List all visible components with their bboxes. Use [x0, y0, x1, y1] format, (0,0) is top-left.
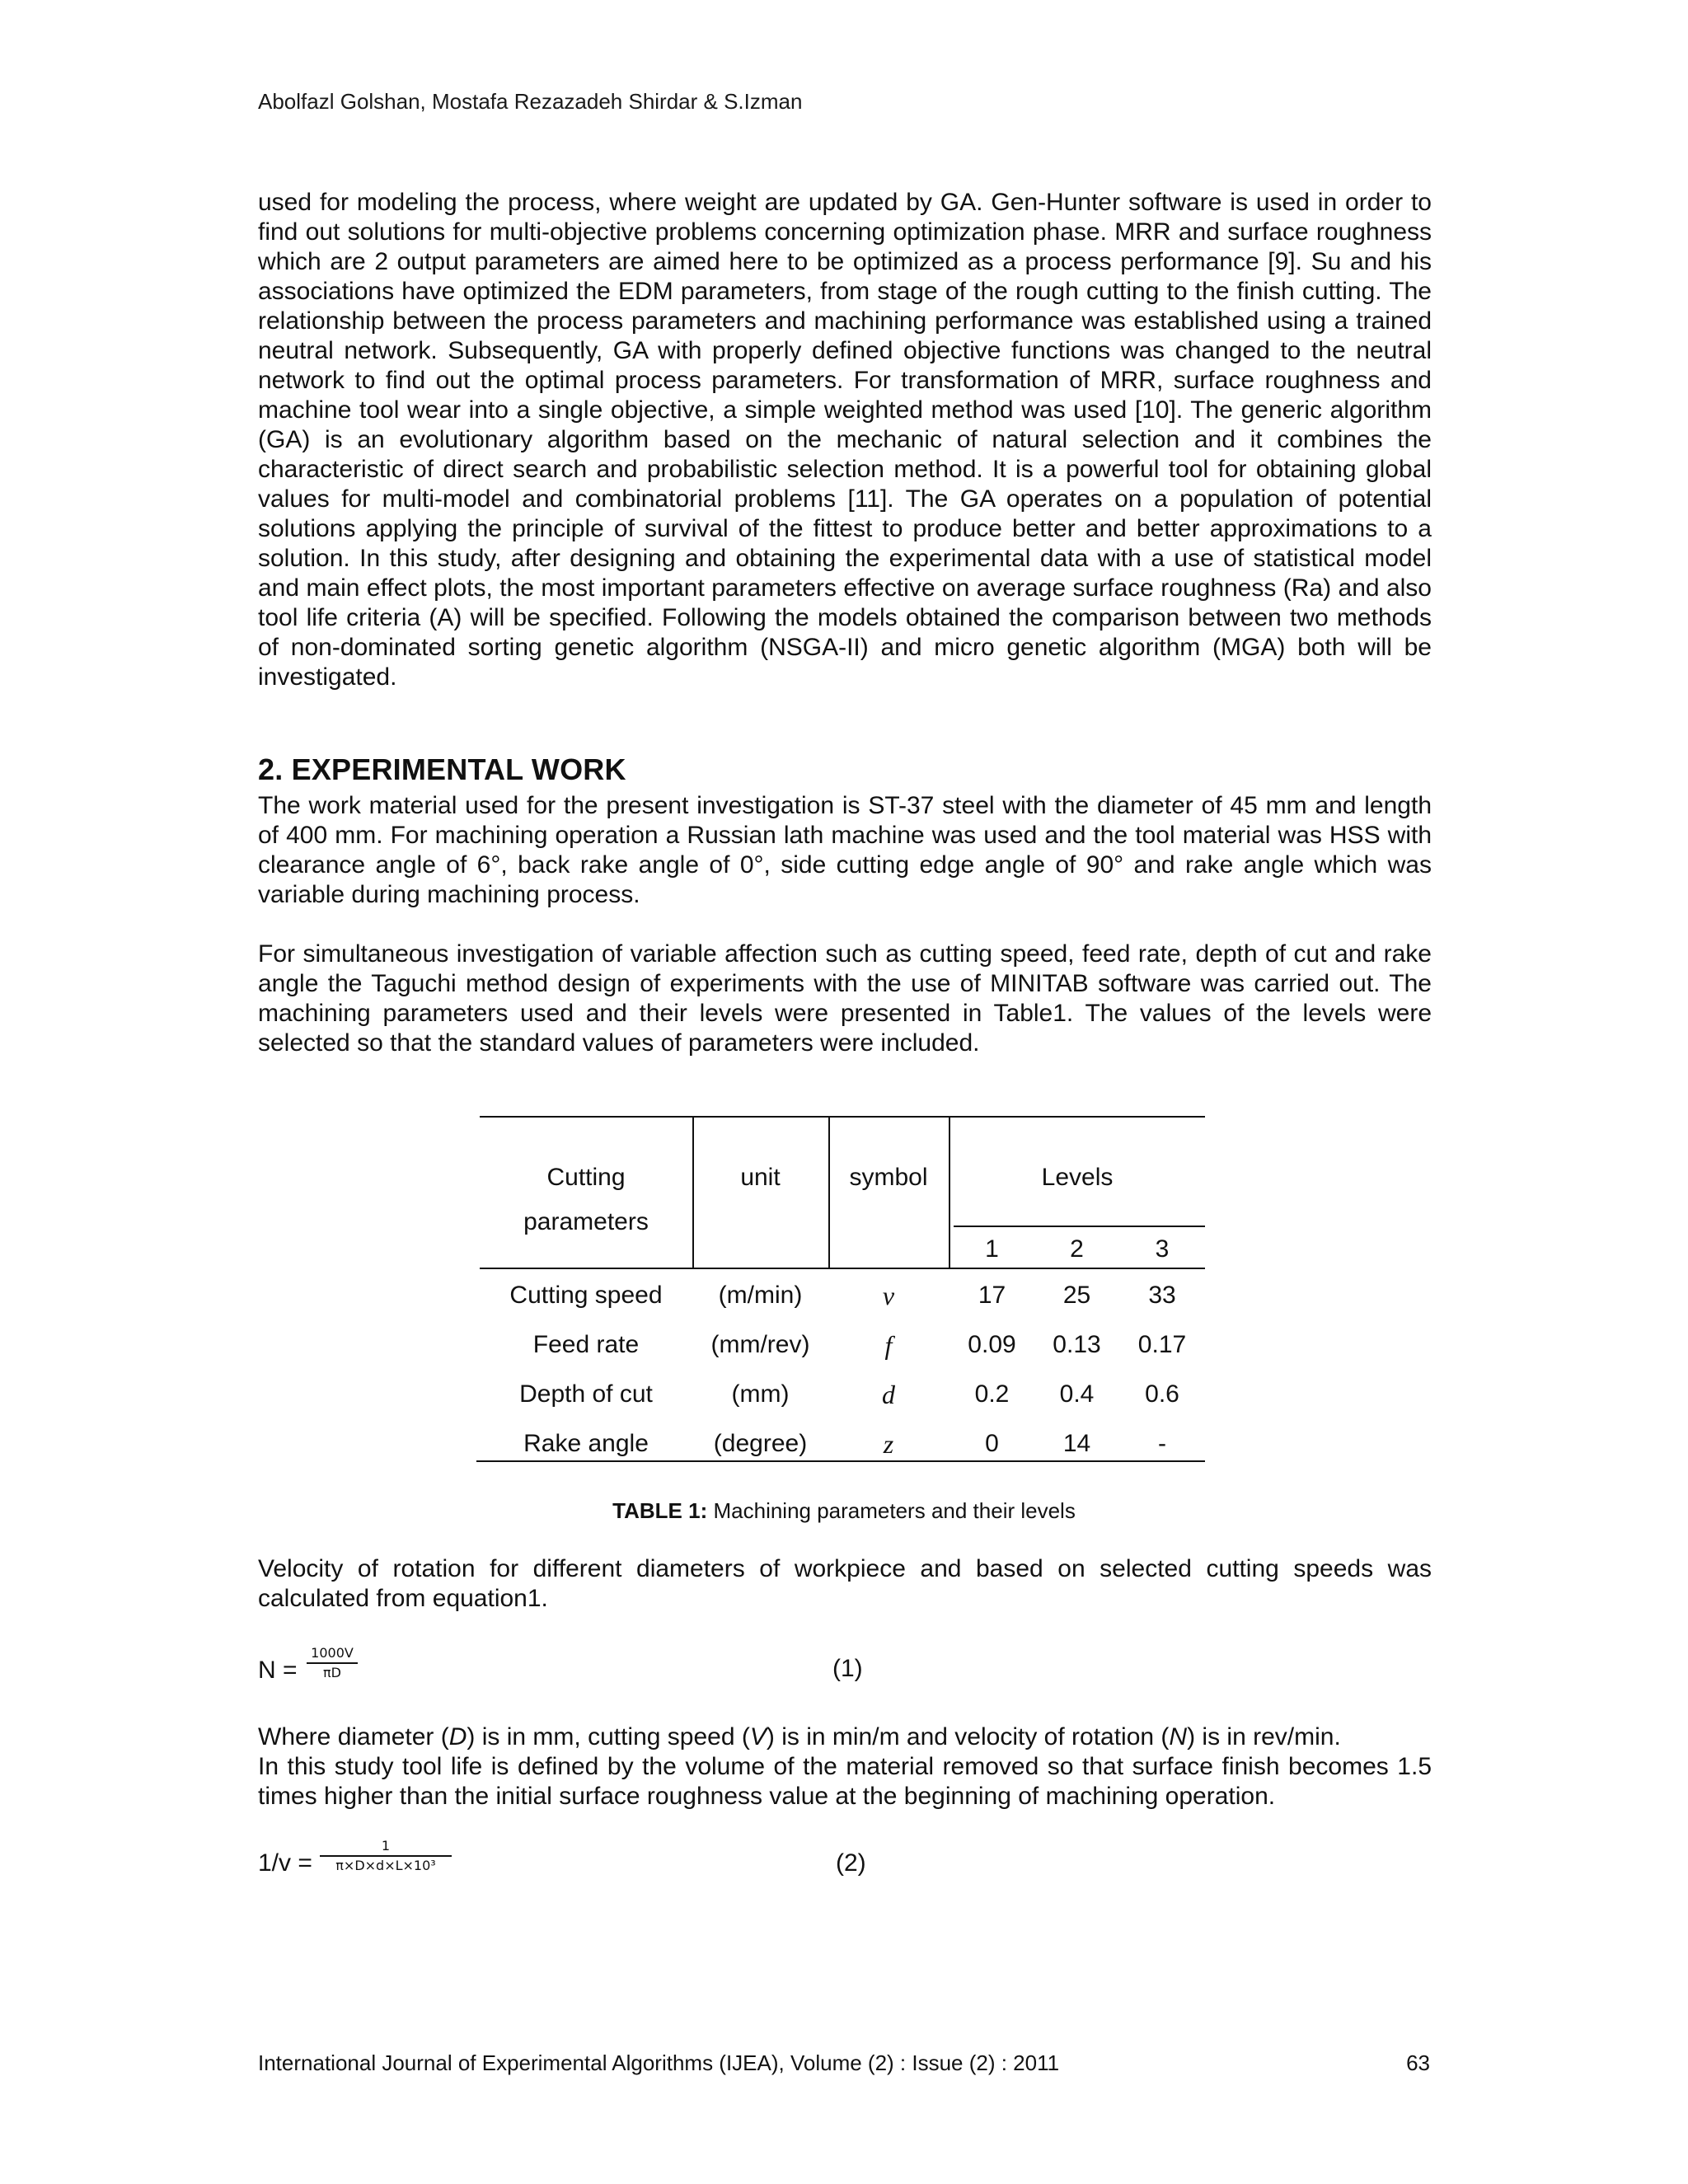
table-header-rule: [480, 1268, 1205, 1269]
table-row-depth-of-cut-param: Depth of cut: [519, 1380, 653, 1408]
table-row-feed-rate-l1: 0.09: [968, 1331, 1016, 1358]
equation-1-lhs: N =: [258, 1657, 298, 1684]
header-level-3: 3: [1155, 1235, 1170, 1263]
footer-page-number: 63: [1406, 2050, 1430, 2075]
table-row-rake-angle-symbol: z: [883, 1429, 894, 1459]
table-caption-label: TABLE 1:: [612, 1498, 708, 1523]
table-caption: [0, 1498, 1688, 1524]
table-row-cutting-speed-l3: 33: [1148, 1282, 1176, 1309]
table-row-depth-of-cut-l3: 0.6: [1145, 1380, 1179, 1408]
table-row-rake-angle-l3: -: [1158, 1430, 1166, 1457]
header-parameters: parameters: [523, 1208, 649, 1235]
table-row-cutting-speed-l1: 17: [978, 1282, 1006, 1309]
table-row-depth-of-cut-symbol: d: [882, 1380, 895, 1409]
table-row-feed-rate-param: Feed rate: [532, 1331, 640, 1358]
equation-1-fraction-bar: [307, 1662, 358, 1664]
table-row-depth-of-cut-l1: 0.2: [974, 1380, 1010, 1408]
table-row-rake-angle-unit: (degree): [713, 1430, 808, 1457]
p5-text-1: Where diameter (: [258, 1723, 449, 1750]
table-row-cutting-speed-param: Cutting speed: [509, 1282, 663, 1309]
header-level-2: 2: [1070, 1235, 1084, 1263]
equation-2-numerator: 1: [381, 1838, 391, 1854]
table-row-cutting-speed-l2: 25: [1062, 1282, 1091, 1309]
machining-parameters-table: [480, 1116, 1205, 1462]
p5-var-n: N: [1169, 1723, 1188, 1750]
table-row-feed-rate-l2: 0.13: [1053, 1331, 1101, 1358]
table-row-feed-rate-l3: 0.17: [1137, 1331, 1187, 1358]
equation-1-denominator: πD: [323, 1664, 341, 1680]
header-unit: unit: [740, 1164, 781, 1191]
p5-var-d: D: [448, 1723, 467, 1750]
p5-text-3: ) is in min/m and velocity of rotation (: [766, 1723, 1170, 1750]
tool-life-paragraph: [258, 1722, 1432, 1811]
table-row-depth-of-cut-l2: 0.4: [1059, 1380, 1095, 1408]
table-row-rake-angle-l1: 0: [985, 1430, 999, 1457]
table-top-rule: [480, 1116, 1205, 1118]
p5-text-2: ) is in mm, cutting speed (: [467, 1723, 750, 1750]
taguchi-method-paragraph: For simultaneous investigation of variable affection such as cutting speed, feed rate, depth of cut and rake angle the Taguchi method design of experiments with the use of MINITAB software was carried out. The machining parameters used and their levels were presented in Table1. The values of the levels were selected so that the standard values of parameters were included.: [258, 940, 1432, 1057]
intro-continuation-paragraph: used for modeling the process, where weight are updated by GA. Gen-Hunter software is used in order to find out solutions for multi-objective problems concerning optimization phase. MRR and surface roughness which are 2 output parameters are aimed here to be optimized as a process performance [9]. Su and his associations have optimized the EDM parameters, from stage of the rough cutting to the finish cutting. The relationship between the process parameters and machining performance was established using a trained neutral network. Subsequently, GA with properly defined objective functions was changed to the neutral network to find out the optimal process parameters. For transformation of MRR, surface roughness and machine tool wear into a single objective, a simple weighted method was used [10]. The generic algorithm (GA) is an evolutionary algorithm based on the mechanic of natural selection and it combines the characteristic of direct search and probabilistic selection method. It is a powerful tool for obtaining global values for multi-model and combinatorial problems [11]. The GA operates on a population of potential solutions applying the principle of survival of the fittest to produce better and better approximations to a solution. In this study, after designing and obtaining the experimental data with a use of statistical model and main effect plots, the most important parameters effective on average surface roughness (Ra) and also tool life criteria (A) will be specified. Following the models obtained the comparison between two methods of non-dominated sorting genetic algorithm (NSGA-II) and micro genetic algorithm (MGA) both will be investigated.: [258, 189, 1432, 691]
footer-journal-citation: International Journal of Experimental Algorithms (IJEA), Volume (2) : Issue (2) : 2011: [258, 2050, 1060, 2075]
p5-text-4: ) is in rev/min.: [1187, 1723, 1341, 1750]
work-material-paragraph: The work material used for the present investigation is ST-37 steel with the diameter of 45 mm and length of 400 mm. For machining operation a Russian lath machine was used and the tool material was HSS with clearance angle of 6°, back rake angle of 0°, side cutting edge angle of 90° and rake angle which was variable during machining process.: [258, 792, 1432, 908]
table-row-cutting-speed-symbol: v: [882, 1281, 895, 1310]
equation-2-fraction: [320, 1839, 452, 1873]
p5-tool-life-definition: In this study tool life is defined by the volume of the material removed so that surface finish becomes 1.5 times higher than the initial surface roughness value at the beginning of machining operation.: [258, 1753, 1432, 1810]
section-heading: 2. EXPERIMENTAL WORK: [258, 752, 626, 786]
header-levels: Levels: [1041, 1164, 1114, 1191]
table-row-cutting-speed-unit: (m/min): [718, 1282, 803, 1309]
header-symbol: symbol: [849, 1164, 928, 1191]
table-row-rake-angle-l2: 14: [1062, 1430, 1091, 1457]
table-row-feed-rate-unit: (mm/rev): [710, 1331, 810, 1358]
table-caption-text: Machining parameters and their levels: [713, 1498, 1076, 1523]
equation-2-denominator: π×D×d×L×10³: [335, 1857, 436, 1873]
p5-var-v: V: [749, 1723, 767, 1750]
equation-1-fraction: [307, 1646, 358, 1680]
equation-2-fraction-bar: [320, 1855, 452, 1857]
header-cutting: Cutting: [546, 1164, 626, 1191]
table-levels-subrule: [954, 1226, 1205, 1227]
rotation-velocity-paragraph: Velocity of rotation for different diameters of workpiece and based on selected cutting speeds was calculated from equation1.: [258, 1555, 1432, 1612]
equation-2-lhs: 1/v =: [258, 1849, 312, 1877]
equation-1-numerator: 1000V: [311, 1645, 354, 1661]
header-level-1: 1: [985, 1235, 999, 1263]
table-row-rake-angle-param: Rake angle: [523, 1430, 649, 1457]
running-head-authors: Abolfazl Golshan, Mostafa Rezazadeh Shirdar & S.Izman: [258, 89, 803, 114]
table-bottom-rule: [476, 1460, 1205, 1462]
table-row-depth-of-cut-unit: (mm): [731, 1380, 790, 1408]
equation-1-number: (1): [832, 1655, 863, 1682]
equation-2-number: (2): [836, 1849, 866, 1877]
table-row-feed-rate-symbol: f: [884, 1330, 893, 1360]
